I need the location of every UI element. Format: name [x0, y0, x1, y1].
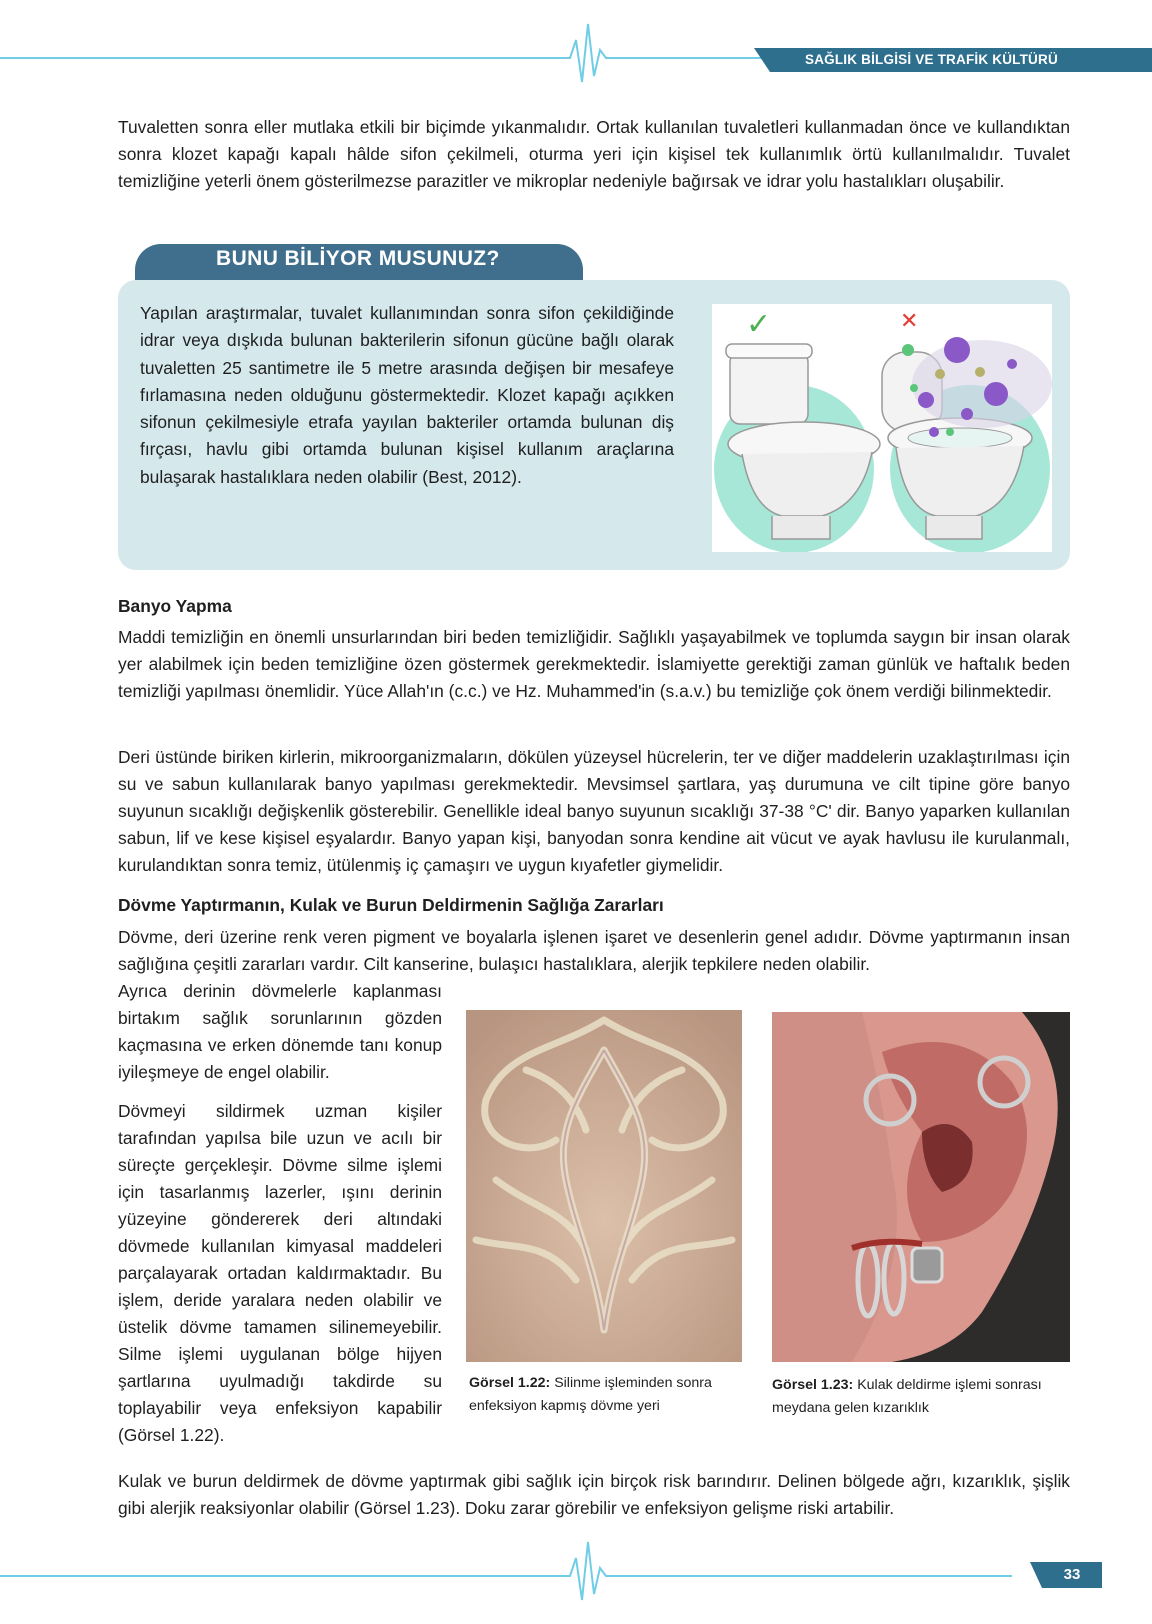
toilet-illustration	[712, 304, 1052, 552]
section-label: SAĞLIK BİLGİSİ VE TRAFİK KÜLTÜRÜ	[805, 52, 1058, 67]
figure-1-22-caption	[469, 1372, 729, 1418]
bathing-heading: Banyo Yapma	[118, 596, 232, 616]
cross-icon: ✕	[900, 309, 919, 334]
tattoo-paragraph-2: Dövmeyi sildirmek uzman kişiler tarafından yapılsa bile uzun ve acılı bir süreçte gerçekleşir. Dövme silme işlemi için tasarlanmış lazerler, ışını derinin yüzeyine göndererek deri altındaki dövmede kullanılan kimyasal maddeleri parçalayarak ortadan kaldırmaktadır. Bu işlem, deride yaralara neden olabilir ve üstelik dövme tamamen silinemeyebilir. Silme işlemi uygulanan bölge hijyen şartlarına uyulmadığı takdirde su toplayabilir veya enfeksiyon kapabilir (Görsel 1.22).	[118, 1101, 442, 1445]
info-box-text: Yapılan araştırmalar, tuvalet kullanımından sonra sifon çekildiğinde idrar veya dışkıda bulunan bakterilerin sifonun gücüne bağlı olarak tuvaletten 25 santimetre ile 5 metre arasında değişen bir mesafeye fırlamasına neden olduğunu göstermektedir. Klozet kapağı açıkken sifonun çekilmesiyle etrafa yayılan bakteriler ortamda bulunan diş fırçası, havlu gibi ortamda bulunan kişisel kullanım araçlarına bulaşarak hastalıklara neden olabilir (Best, 2012).	[140, 303, 674, 487]
bathing-paragraph-2: Deri üstünde biriken kirlerin, mikroorganizmaların, dökülen yüzeysel hücrelerin, ter ve diğer maddelerin uzaklaştırılması için su ve sabun kullanılarak banyo yapılması gerekmektedir. Mevsimsel şartlara, yaş durumuna ve cilt tipine göre banyo suyunun sıcaklığı değişkenlik gösterebilir. Genellikle ideal banyo suyunun sıcaklığı 37-38 °C' dir. Banyo yaparken kullanılan sabun, lif ve kese kişisel eşyalardır. Banyo yapan kişi, banyodan sonra kendine ait vücut ve ayak havlusu ile kurulanmalı, kurulandıktan sonra temiz, ütülenmiş iç çamaşırı ve uygun kıyafetler giymelidir.	[118, 747, 1070, 875]
figure-1-23-label: Görsel 1.23:	[772, 1377, 854, 1393]
tattoo-paragraph-1: Dövme, deri üzerine renk veren pigment ve boyalarla işlenen işaret ve desenlerin genel adıdır. Dövme yaptırmanın insan sağlığına çeşitli zararları vardır. Cilt kanserine, bulaşıcı hastalıklara, alerjik tepkilere neden olabilir.	[118, 927, 1070, 974]
tattoo-paragraph-3: Kulak ve burun deldirmek de dövme yaptırmak gibi sağlık için birçok risk barındırır. Delinen bölgede ağrı, kızarıklık, şişlik gibi alerjik reaksiyonlar olabilir (Görsel 1.23). Doku zarar görebilir ve enfeksiyon gelişme riski artabilir.	[118, 1471, 1070, 1518]
figure-1-22-label: Görsel 1.22:	[469, 1375, 551, 1391]
figure-1-23-text: Kulak deldirme işlemi sonrası meydana gelen kızarıklık	[772, 1377, 1042, 1416]
page-number: 33	[1042, 1562, 1102, 1588]
info-box-title: BUNU BİLİYOR MUSUNUZ?	[216, 247, 500, 270]
figure-1-23-caption	[772, 1374, 1042, 1420]
tattoo-photo	[466, 1010, 742, 1362]
tattoo-paragraph-1-cont: Ayrıca derinin dövmelerle kaplanması birtakım sağlık sorunlarının gözden kaçmasına ve erken dönemde tanı konup iyileşmeye de engel olabilir.	[118, 981, 442, 1082]
bathing-paragraph-1: Maddi temizliğin en önemli unsurlarından biri beden temizliğidir. Sağlıklı yaşayabilmek ve toplumda saygın bir insan olarak yer alabilmek için beden temizliğine özen göstermek gerekmektedir. İslamiyette gerektiği zaman günlük ve haftalık beden temizliği yapılması önemlidir. Yüce Allah'ın (c.c.) ve Hz. Muhammed'in (s.a.v.) bu temizliğe çok önem verdiği bilinmektedir.	[118, 627, 1070, 701]
figure-1-22-text: Silinme işleminden sonra enfeksiyon kapmış dövme yeri	[469, 1375, 712, 1414]
ear-piercing-photo	[772, 1012, 1070, 1362]
tattoo-heading: Dövme Yaptırmanın, Kulak ve Burun Deldirmenin Sağlığa Zararları	[118, 895, 664, 915]
check-icon: ✓	[746, 307, 772, 342]
intro-paragraph: Tuvaletten sonra eller mutlaka etkili bir biçimde yıkanmalıdır. Ortak kullanılan tuvaletleri kullanmadan önce ve kullandıktan sonra klozet kapağı kapalı hâlde sifon çekilmeli, oturma yeri için kişisel tek kullanımlık örtü kullanılmalıdır. Tuvalet temizliğine yeterli önem gösterilmezse parazitler ve mikroplar nedeniyle bağırsak ve idrar yolu hastalıkları oluşabilir.	[118, 117, 1070, 191]
bottom-heartbeat-line	[0, 1538, 1152, 1608]
toilet-illustration-svg	[712, 304, 1052, 552]
